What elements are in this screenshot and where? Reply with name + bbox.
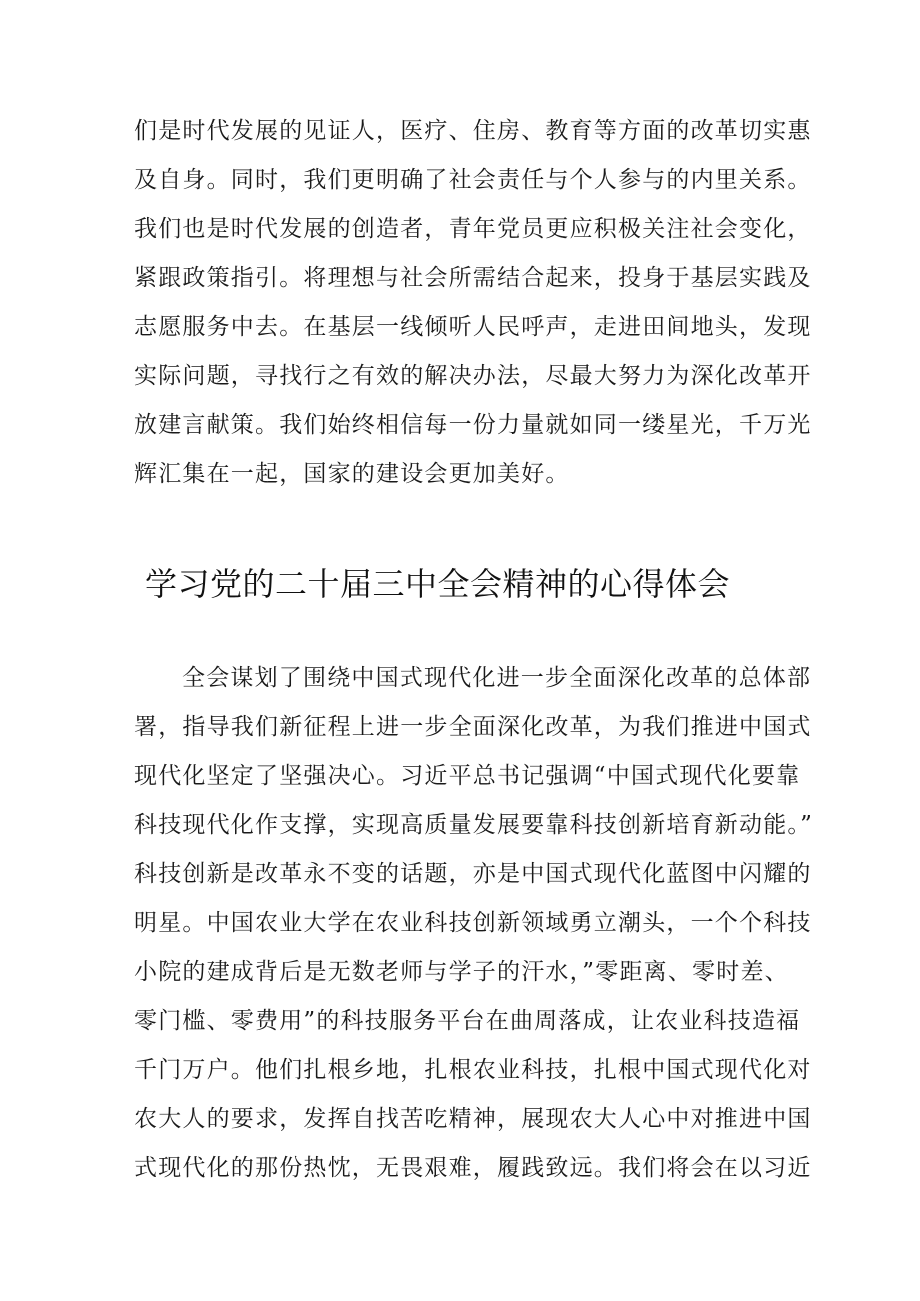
paragraph-line: 科技现代化作支撑，实现高质量发展要靠科技创新培育新动能。”: [134, 812, 814, 838]
paragraph-line: 署，指导我们新征程上进一步全面深化改革，为我们推进中国式: [134, 714, 812, 740]
paragraph-line: 们是时代发展的见证人，医疗、住房、教育等方面的改革切实惠: [134, 118, 812, 144]
paragraph-line: 零门槛、零费用”的科技服务平台在曲周落成，让农业科技造福: [134, 1008, 801, 1034]
paragraph-line: 放建言献策。我们始终相信每一份力量就如同一缕星光，千万光: [134, 412, 812, 438]
paragraph-line: 现代化坚定了坚强决心。习近平总书记强调“中国式现代化要靠: [134, 763, 801, 789]
paragraph-line: 实际问题，寻找行之有效的解决办法，尽最大努力为深化改革开: [134, 363, 812, 389]
paragraph-line: 千门万户。他们扎根乡地，扎根农业科技，扎根中国式现代化对: [134, 1057, 812, 1083]
paragraph-line: 式现代化的那份热忱，无畏艰难，履践致远。我们将会在以习近: [134, 1155, 812, 1181]
paragraph-line: 小院的建成背后是无数老师与学子的汗水，”零距离、零时差、: [134, 959, 789, 985]
paragraph-line: 紧跟政策指引。将理想与社会所需结合起来，投身于基层实践及: [134, 265, 812, 291]
paragraph-line: 全会谋划了围绕中国式现代化进一步全面深化改革的总体部: [182, 665, 812, 691]
paragraph-line: 及自身。同时，我们更明确了社会责任与个人参与的内里关系。: [134, 167, 812, 193]
paragraph-line: 科技创新是改革永不变的话题，亦是中国式现代化蓝图中闪耀的: [134, 861, 812, 887]
section-heading: 学习党的二十届三中全会精神的心得体会: [145, 565, 731, 603]
paragraph-line: 农大人的要求，发挥自找苦吃精神，展现农大人心中对推进中国: [134, 1106, 812, 1132]
body-paragraph-2: [134, 654, 814, 1193]
paragraph-line: 明星。中国农业大学在农业科技创新领域勇立潮头，一个个科技: [134, 910, 812, 936]
paragraph-line: 志愿服务中去。在基层一线倾听人民呼声，走进田间地头，发现: [134, 314, 812, 340]
paragraph-line: 辉汇集在一起，国家的建设会更加美好。: [134, 461, 570, 487]
paragraph-line: 我们也是时代发展的创造者，青年党员更应积极关注社会变化，: [134, 216, 812, 242]
body-paragraph-1: [134, 107, 812, 499]
